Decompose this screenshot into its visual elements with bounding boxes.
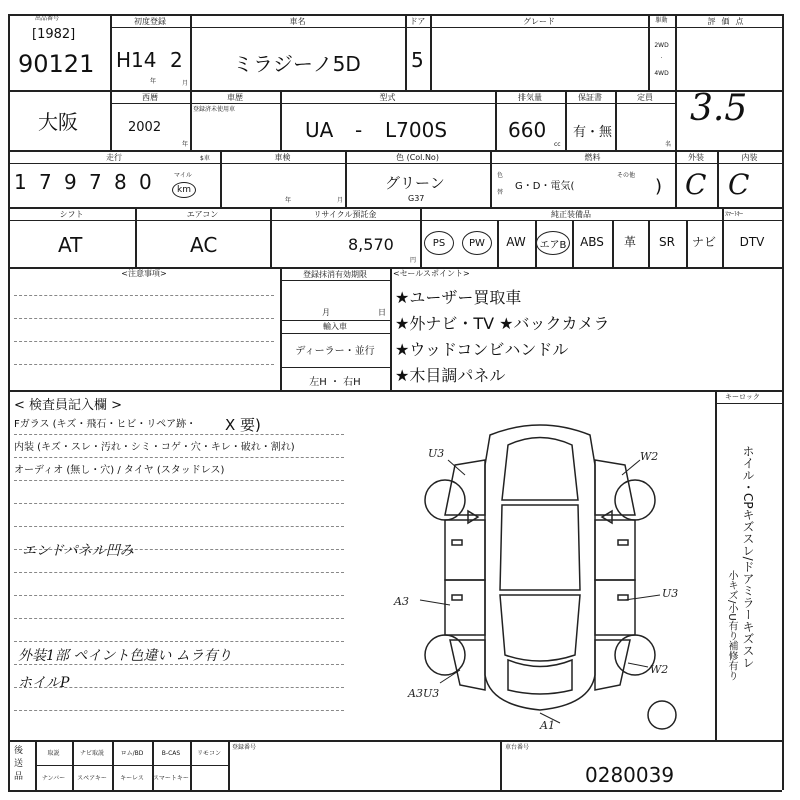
reg-expiry-label: 登録抹消有効期限 — [303, 270, 367, 279]
svg-text:U3: U3 — [662, 587, 679, 600]
warranty-label: 保証書 — [578, 93, 602, 102]
interior-label: 内装 — [741, 153, 758, 162]
handle-side: 左H ・ 右H — [309, 377, 361, 388]
first-reg-era: H14 — [116, 48, 157, 72]
displacement-value: 660 — [508, 118, 547, 142]
equip-ps: PS — [424, 231, 454, 255]
handwritten-note-2: 外装1部 ペイント色違い ムラ有り — [18, 648, 232, 664]
car-damage-diagram — [390, 405, 690, 735]
side-note: ホイル・CPキズスレ/ドアミラーキズスレ — [741, 445, 755, 669]
side-note-2: 小キズ/小U有り補修有り — [726, 570, 737, 681]
first-reg-label: 初度登録 — [134, 17, 166, 26]
lot-year: [1982] — [32, 27, 76, 42]
displacement-label: 排気量 — [518, 93, 542, 102]
auction-place: 大阪 — [38, 110, 78, 134]
capacity-label: 定員 — [637, 93, 653, 102]
color-value: グリーン — [385, 174, 445, 192]
lot-label: 出品番号 — [35, 15, 60, 22]
mileage-digits: 1 7 9 7 8 0 — [14, 170, 152, 194]
dealer-parallel: ディーラー・並行 — [295, 346, 375, 357]
keylock-label: キーロック — [725, 393, 760, 401]
katashiki-prefix: UA — [305, 118, 334, 142]
audio-tire-line: オーディオ (無し・穴) / タイヤ (スタッドレス) — [14, 465, 225, 476]
equip-sr: SR — [659, 235, 675, 249]
shift-label: シフト — [59, 210, 84, 219]
seireki-label: 西暦 — [142, 93, 158, 102]
seireki-value: 2002 — [128, 120, 162, 135]
shaken-label: 車歴 — [227, 93, 243, 102]
score-value: 3.5 — [690, 88, 748, 129]
equip-abs: ABS — [580, 235, 604, 249]
aircon-label: エアコン — [186, 210, 219, 219]
car-name-label: 車名 — [289, 17, 306, 26]
shaken-expiry-label: 車検 — [274, 153, 291, 162]
aircon-value: AC — [190, 233, 218, 257]
year-unit: 年 — [150, 78, 157, 85]
drive-4wd: 4WD — [654, 70, 669, 77]
equip-leather: 革 — [623, 235, 636, 249]
drive-2wd: 2WD — [654, 42, 669, 49]
grade-label: グレード — [523, 17, 555, 26]
mileage-label: 走行 — [106, 153, 122, 162]
month-unit: 月 — [182, 80, 189, 87]
equip-navi: ナビ — [691, 235, 716, 249]
katashiki-dash: - — [355, 118, 363, 142]
exterior-grade: C — [685, 168, 707, 201]
exterior-label: 外装 — [688, 153, 704, 162]
import-label: 輸入車 — [323, 322, 347, 331]
chassis-number: 0280039 — [585, 763, 675, 787]
equip-airbag: エアB — [536, 231, 570, 255]
equipment-label: 純正装備品 — [551, 210, 591, 219]
lot-number: 90121 — [18, 50, 95, 78]
score-label: 評価点 — [707, 17, 750, 26]
svg-text:W2: W2 — [640, 450, 659, 463]
color-label: 色 (Col.No) — [396, 153, 439, 162]
color-code: G37 — [408, 194, 425, 203]
sales-point-4: ★木目調パネル — [395, 366, 506, 385]
sales-point-1: ★ユーザー買取車 — [395, 288, 522, 307]
handwritten-note-3: ホイルP — [18, 675, 70, 691]
svg-text:A3: A3 — [394, 595, 409, 608]
drive-label: 駆動 — [655, 17, 668, 24]
shift-value: AT — [58, 233, 83, 257]
recycle-label: リサイクル預託金 — [313, 210, 377, 219]
interior-line: 内装 (キズ・スレ・汚れ・シミ・コゲ・穴・キレ・破れ・割れ) — [14, 442, 295, 453]
car-name: ミラジーノ5D — [233, 52, 361, 76]
chassis-label: 車台番号 — [505, 744, 530, 751]
recycle-value: 8,570 — [348, 235, 394, 254]
handwritten-note-1: エンドパネル凹み — [22, 543, 134, 559]
glass-line: Fガラス (キズ・飛石・ヒビ・リペア跡・ — [14, 419, 197, 430]
svg-text:A1: A1 — [540, 719, 555, 732]
svg-text:W2: W2 — [650, 663, 669, 676]
inspector-title: < 検査員記入欄 > — [14, 398, 123, 413]
interior-grade: C — [728, 168, 750, 201]
fuel-label: 燃料 — [584, 153, 601, 162]
doors-label: ドア — [409, 17, 426, 26]
doors-value: 5 — [411, 48, 424, 72]
footer-label-1: 後送品 — [14, 746, 24, 782]
equip-pw: PW — [462, 231, 492, 255]
equip-aw: AW — [506, 235, 526, 249]
katashiki-label: 型式 — [379, 93, 396, 102]
sales-point-2: ★外ナビ・TV ★バックカメラ — [395, 314, 610, 333]
reg-no-label: 登録番号 — [232, 744, 257, 751]
equip-dtv: DTV — [739, 235, 765, 249]
caution-label: <注意事項> — [121, 269, 167, 278]
glass-mark: X 要) — [225, 416, 261, 434]
mileage-unit-circle: km — [172, 182, 196, 198]
shaken-sub: 登録済未使用車 — [193, 106, 236, 113]
svg-text:U3: U3 — [428, 447, 445, 460]
sales-point-3: ★ウッドコンビハンドル — [395, 340, 569, 359]
svg-text:A3U3: A3U3 — [408, 687, 440, 700]
first-reg-month: 2 — [170, 48, 183, 72]
sales-point-label: <セールスポイント> — [393, 269, 470, 278]
warranty-value: 有・無 — [573, 125, 613, 140]
fuel-value: G・D・電気( — [515, 181, 575, 192]
katashiki-value: L700S — [385, 118, 448, 142]
